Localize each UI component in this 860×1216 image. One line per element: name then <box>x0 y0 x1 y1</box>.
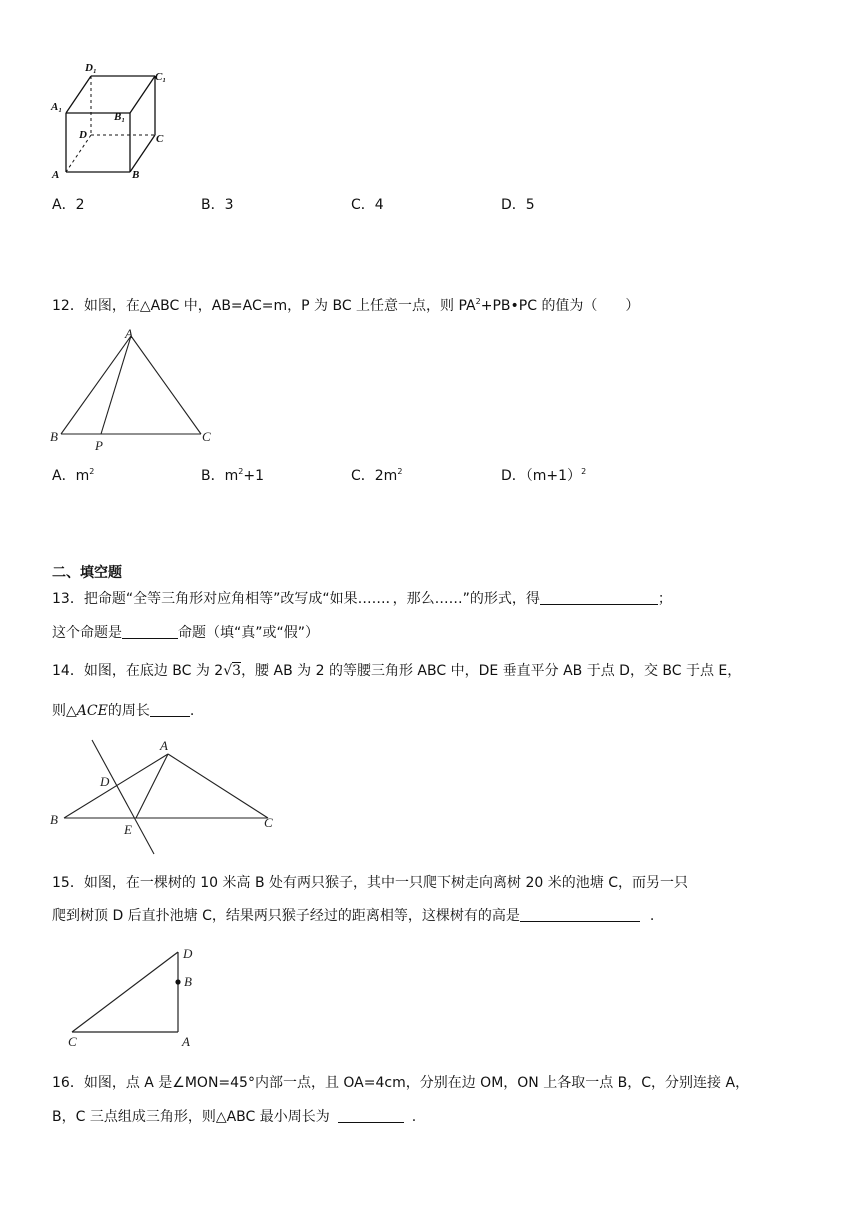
q14-line-1: 14．如图，在底边 BC 为 2√3，腰 AB 为 2 的等腰三角形 ABC 中，DE 垂直平分 AB 于点 D，交 BC 于点 E， <box>52 663 742 679</box>
q12-label-b: B <box>50 429 58 444</box>
q11-option-b: B．3 <box>201 197 234 213</box>
q16-line-1: 16．如图，点 A 是∠MON=45°内部一点，且 OA=4cm，分别在边 OM，ON 上各取一点 B，C，分别连接 A， <box>52 1075 750 1091</box>
cube-label-d: D <box>79 129 87 141</box>
cube-label-b1: B₁ <box>114 111 126 123</box>
q13-blank-2[interactable] <box>122 624 178 639</box>
q13-line-2: 这个命题是 命题（填“真”或“假”） <box>52 625 320 641</box>
q14-label-c: C <box>264 815 273 830</box>
cube-label-c: C <box>156 133 164 145</box>
q15-line-1: 15．如图，在一棵树的 10 米高 B 处有两只猴子，其中一只爬下树走向离树 20 米的池塘 C，而另一只 <box>52 875 688 891</box>
q16-blank[interactable] <box>338 1108 404 1123</box>
q12-label-a: A <box>125 326 133 341</box>
q15-label-d: D <box>183 946 193 961</box>
q14-label-d: D <box>100 774 110 789</box>
q15-blank[interactable] <box>520 907 640 922</box>
q15-point-b <box>175 979 180 984</box>
q15-line-2: 爬到树顶 D 后直扑池塘 C，结果两只猴子经过的距离相等，这棵树有的高是 . <box>52 908 655 924</box>
q16-line-2: B，C 三点组成三角形，则△ABC 最小周长为 . <box>52 1109 417 1125</box>
sqrt-symbol: √ <box>223 663 233 679</box>
q12-triangle-figure <box>48 326 220 456</box>
q15-label-c: C <box>68 1034 77 1049</box>
cube-label-c1: C₁ <box>155 71 167 83</box>
cube-label-d1: D₁ <box>85 62 97 74</box>
q11-option-d: D．5 <box>501 197 535 213</box>
q15-label-b: B <box>184 974 192 989</box>
q12-option-b: B．$m^2+1$ <box>201 467 264 484</box>
q12-label-c: C <box>202 429 211 444</box>
q12-option-d: D．$(m+1)^2$ <box>501 467 587 484</box>
q11-option-a: A．2 <box>52 197 85 213</box>
q12-label-p: P <box>95 438 103 453</box>
q15-tree-figure <box>60 940 210 1050</box>
q13-blank-1[interactable] <box>540 590 658 605</box>
cube-label-a1: A₁ <box>51 101 63 113</box>
q14-label-a: A <box>160 738 168 753</box>
section-2-title: 二、填空题 <box>52 565 122 581</box>
q14-label-e: E <box>124 822 132 837</box>
q12-option-a: A．$m^2$ <box>52 467 95 484</box>
q15-label-a: A <box>182 1034 190 1049</box>
q14-triangle-figure <box>46 736 282 860</box>
q14-label-b: B <box>50 812 58 827</box>
q12-question: 12．如图，在△ABC 中，AB=AC=m，P 为 BC 上任意一点，则 $PA^2+PB•PC$ 的值为（ ） <box>52 297 640 314</box>
cube-label-b: B <box>132 169 140 181</box>
q13-line-1: 13．把命题“全等三角形对应角相等”改写成“如果……．，那么……”的形式，得 ； <box>52 591 672 607</box>
cube-label-a: A <box>52 169 60 181</box>
q14-line-2: 则△ACE的周长 . <box>52 703 195 719</box>
q12-option-c: C．$2m^2$ <box>351 467 403 484</box>
cube-figure <box>48 58 172 184</box>
q14-blank[interactable] <box>150 702 190 717</box>
q11-option-c: C．4 <box>351 197 384 213</box>
